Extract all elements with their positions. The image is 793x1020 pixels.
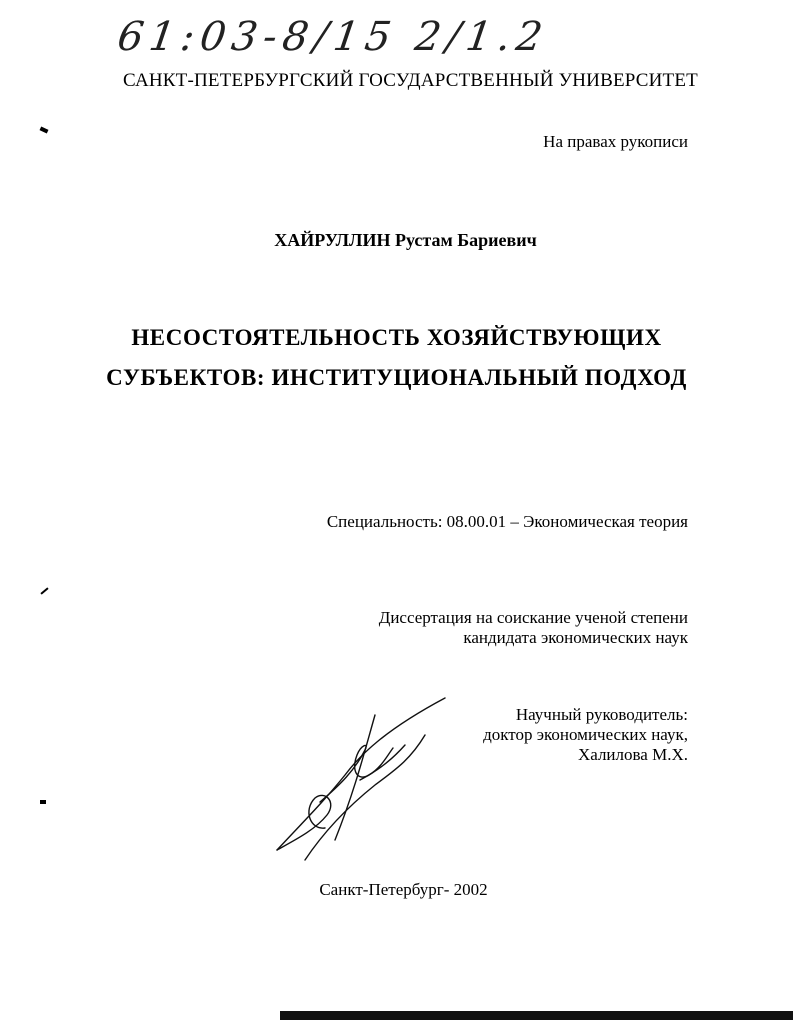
specialty-line: Специальность: 08.00.01 – Экономическая теория (326, 512, 688, 531)
supervisor-label: Научный руководитель: (515, 705, 688, 724)
title-line-1: НЕСОСТОЯТЕЛЬНОСТЬ ХОЗЯЙСТВУЮЩИХ (131, 325, 662, 350)
degree-line-2: кандидата экономических наук (463, 628, 688, 647)
degree-line-1: Диссертация на соискание ученой степени (378, 608, 688, 627)
handwritten-archive-code: 61:03-8/15 2/1.2 (114, 14, 552, 60)
author-name: ХАЙРУЛЛИН Рустам Бариевич (274, 230, 537, 250)
degree-statement (379, 608, 688, 648)
title-line-2: СУБЪЕКТОВ: ИНСТИТУЦИОНАЛЬНЫЙ ПОДХОД (106, 365, 687, 390)
city-and-year: Санкт-Петербург- 2002 (319, 880, 488, 899)
signature-image (265, 690, 455, 875)
supervisor-degree: доктор экономических наук, (483, 725, 688, 744)
scan-mark (40, 126, 49, 133)
scan-mark (40, 587, 48, 594)
supervisor-block (483, 705, 688, 765)
scan-mark (40, 800, 46, 804)
dissertation-title (0, 318, 793, 398)
university-name: САНКТ-ПЕТЕРБУРГСКИЙ ГОСУДАРСТВЕННЫЙ УНИВЕРСИТЕТ (123, 70, 698, 91)
manuscript-note: На правах рукописи (543, 132, 688, 151)
supervisor-name: Халилова М.Х. (577, 745, 688, 764)
scan-border-bar (280, 1011, 793, 1020)
